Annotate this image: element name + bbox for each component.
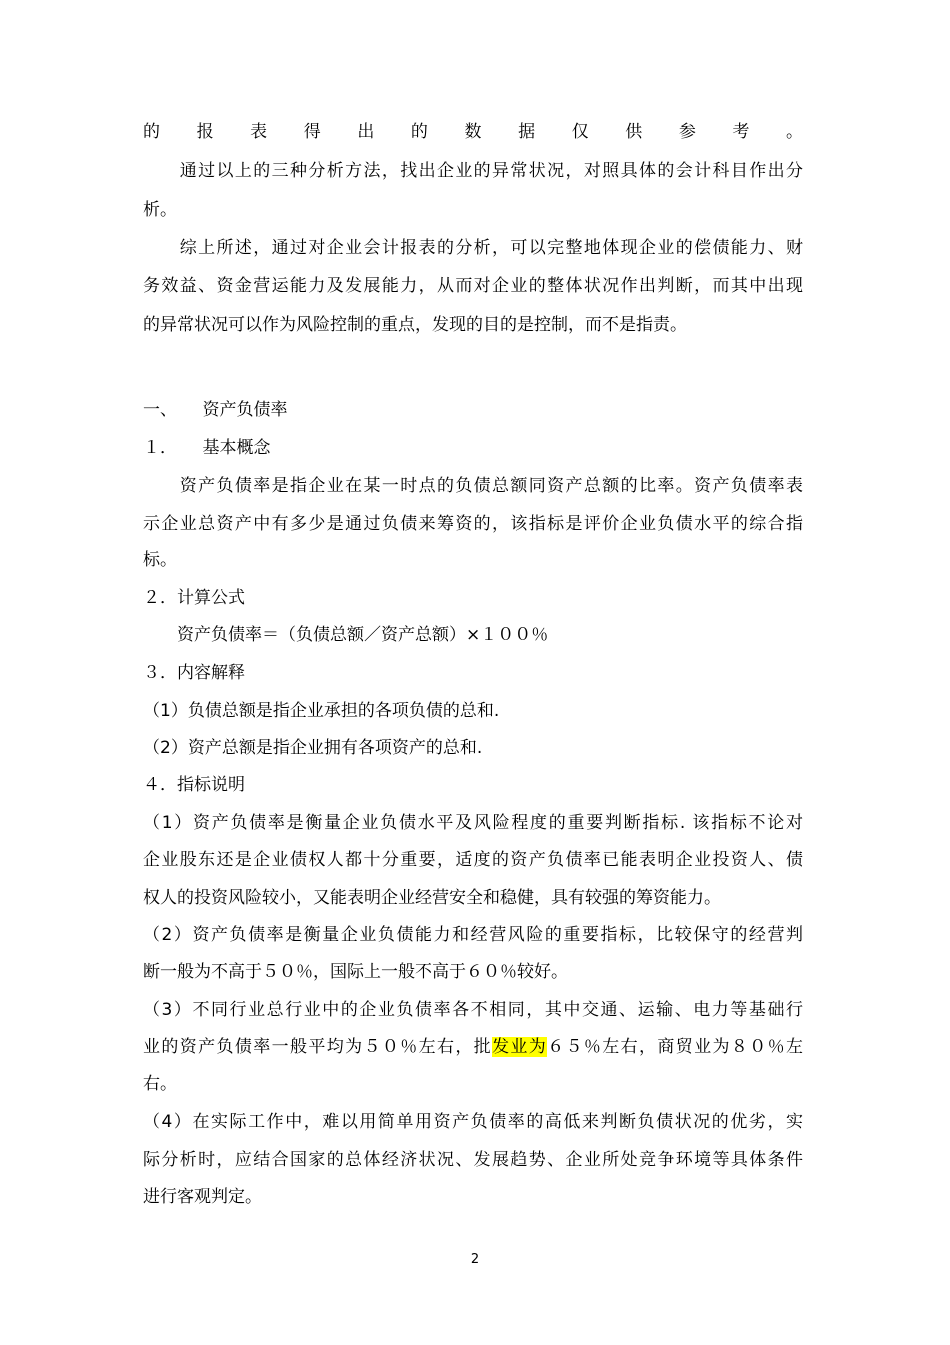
text-line: （3）不同行业总行业中的企业负债率各不相同，其中交通、运输、电力等基础行 bbox=[143, 1000, 803, 1020]
text-segment: ６５％左右，商贸业为８０％左 bbox=[547, 1037, 804, 1057]
text-line: （1）负债总额是指企业承担的各项负债的总和. bbox=[143, 701, 500, 721]
subsection-heading: ２．计算公式 bbox=[143, 588, 245, 608]
text-line: （2）资产总额是指企业拥有各项资产的总和. bbox=[143, 738, 483, 758]
subsection-heading: ３．内容解释 bbox=[143, 663, 245, 683]
text-line: 综上所述，通过对企业会计报表的分析，可以完整地体现企业的偿债能力、财 bbox=[143, 238, 803, 258]
text-line-with-highlight bbox=[143, 1035, 803, 1059]
text-line: 际分析时，应结合国家的总体经济状况、发展趋势、企业所处竞争环境等具体条件 bbox=[143, 1150, 803, 1170]
text-line: 权人的投资风险较小，又能表明企业经营安全和稳健，具有较强的筹资能力。 bbox=[143, 888, 721, 908]
section-heading: 一、 资产负债率 bbox=[143, 400, 288, 420]
text-line: 企业股东还是企业债权人都十分重要，适度的资产负债率已能表明企业投资人、债 bbox=[143, 850, 803, 870]
text-line: （1）资产负债率是衡量企业负债水平及风险程度的重要判断指标. 该指标不论对 bbox=[143, 813, 803, 833]
text-segment: 业的资产负债率一般平均为５０％左右，批 bbox=[143, 1037, 493, 1057]
text-line: （2）资产负债率是衡量企业负债能力和经营风险的重要指标，比较保守的经营判 bbox=[143, 925, 803, 945]
text-line: 进行客观判定。 bbox=[143, 1187, 262, 1207]
text-line: 通过以上的三种分析方法，找出企业的异常状况，对照具体的会计科目作出分 bbox=[143, 161, 803, 181]
text-line: 右。 bbox=[143, 1074, 177, 1094]
text-line: （4）在实际工作中，难以用简单用资产负债率的高低来判断负债状况的优劣，实 bbox=[143, 1112, 803, 1132]
text-line: 的异常状况可以作为风险控制的重点，发现的目的是控制，而不是指责。 bbox=[143, 315, 687, 335]
text-line: 示企业总资产中有多少是通过负债来筹资的，该指标是评价企业负债水平的综合指 bbox=[143, 514, 803, 534]
page-number: 2 bbox=[470, 1252, 480, 1267]
subsection-heading: １． 基本概念 bbox=[143, 438, 271, 458]
highlighted-text: 发业为 bbox=[492, 1037, 548, 1057]
text-line: 断一般为不高于５０％，国际上一般不高于６０％较好。 bbox=[143, 962, 568, 982]
text-line: 的报表得出的数据仅供参考。 bbox=[143, 122, 803, 142]
text-line: 标。 bbox=[143, 550, 177, 570]
text-line: 资产负债率是指企业在某一时点的负债总额同资产总额的比率。资产负债率表 bbox=[143, 476, 803, 496]
subsection-heading: ４．指标说明 bbox=[143, 775, 245, 795]
text-line: 析。 bbox=[143, 200, 177, 220]
formula-line: 资产负债率＝（负债总额／资产总额）×１００％ bbox=[143, 625, 549, 645]
text-line: 务效益、资金营运能力及发展能力，从而对企业的整体状况作出判断，而其中出现 bbox=[143, 276, 803, 296]
